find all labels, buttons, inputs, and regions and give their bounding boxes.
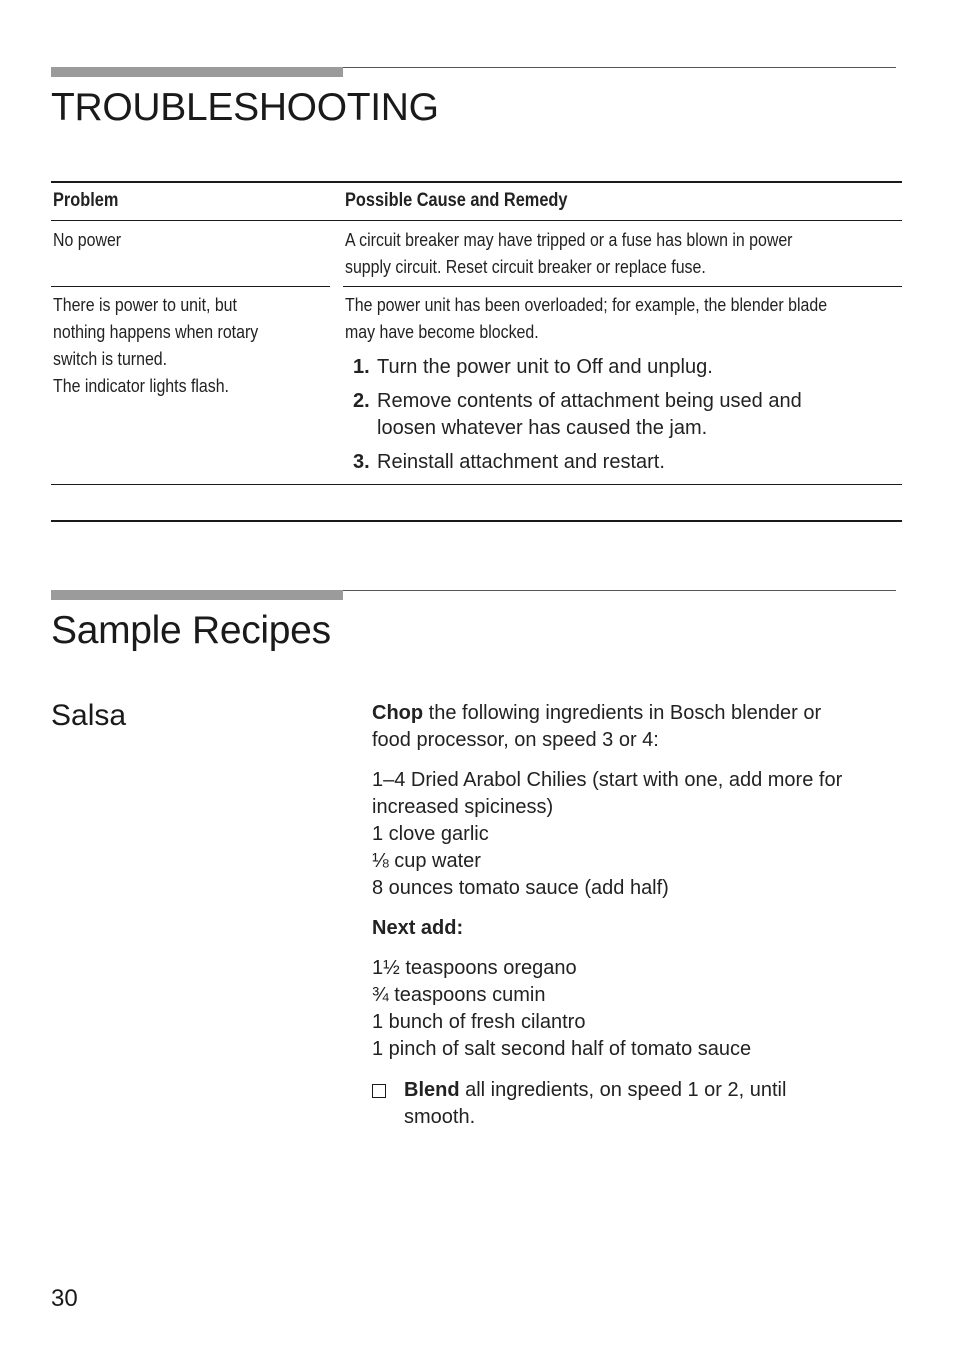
row-1-rule-left [51,286,330,287]
header-rule [51,220,902,221]
list-item: 1½ teaspoons oregano [372,957,577,979]
table-row-2-problem: There is power to unit, but nothing happens when rotary switch is turned. The indicator lights flash. [53,294,259,396]
step-number: 1. [353,356,370,378]
table-end-rule [51,520,902,522]
troubleshooting-title: TROUBLESHOOTING [51,86,439,129]
checkbox-icon [372,1084,386,1098]
list-item: 1 bunch of fresh cilantro [372,1011,586,1033]
list-item: ¾ teaspoons cumin [372,984,546,1006]
table-row-2-remedy: The power unit has been overloaded; for example, the blender blade may have become blocked. [345,294,828,342]
section-rule-line [343,67,896,68]
table-row-1-problem: No power [53,229,122,250]
blend-instruction: Blend all ingredients, on speed 1 or 2, until smooth. [372,1077,902,1131]
step-item: 2. Remove contents of attachment being used and loosen whatever has caused the jam. [353,390,802,439]
next-add-label: Next add: [372,917,464,939]
section-rule-troubleshooting [51,67,896,79]
ingredient-list-2 [372,955,902,1063]
table-row-1-remedy: A circuit breaker may have tripped or a fuse has blown in power supply circuit. Reset circuit breaker or replace fuse. [345,229,793,277]
list-item: increased spiciness) [372,796,554,818]
list-item: 1 pinch of salt second half of tomato sauce [372,1038,752,1060]
step-number: 2. [353,390,370,412]
recipes-title: Sample Recipes [51,609,331,652]
list-item: 8 ounces tomato sauce (add half) [372,877,669,899]
ingredient-list-1 [372,767,902,902]
table-top-rule [51,181,902,183]
header-remedy: Possible Cause and Remedy [345,190,568,211]
remedy-steps [353,354,898,483]
section-rule-bar [51,67,343,77]
step-number: 3. [353,451,370,473]
section-rule-recipes [51,590,896,602]
section-rule-line [343,590,896,591]
row-1-rule-right [343,286,902,287]
salsa-intro: Chop the following ingredients in Bosch blender or food processor, on speed 3 or 4: [372,702,822,751]
section-rule-bar [51,590,343,600]
salsa-title: Salsa [51,699,127,732]
table-bottom-rule [51,484,902,485]
page-number: 30 [51,1285,78,1312]
header-problem: Problem [53,190,119,211]
list-item: 1–4 Dried Arabol Chilies (start with one, add more for [372,769,843,791]
step-item: 3. Reinstall attachment and restart. [353,449,898,476]
list-item: ⅛ cup water [372,850,481,872]
list-item: 1 clove garlic [372,823,489,845]
step-item: 1. Turn the power unit to Off and unplug. [353,354,898,381]
